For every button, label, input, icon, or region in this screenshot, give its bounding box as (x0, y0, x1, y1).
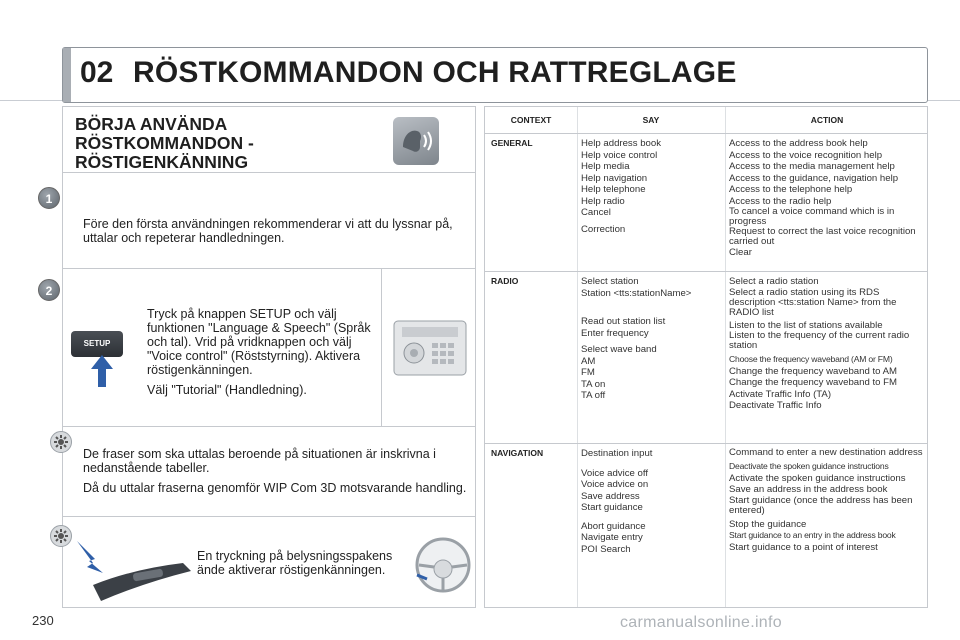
action-item: Start guidance to a point of interest (729, 541, 878, 553)
gear-tip-icon (50, 431, 72, 453)
say-general (581, 138, 725, 235)
action-item: Access to the address book help (729, 138, 868, 149)
step-1-text: Före den första användningen rekommenderar vi att du lyssnar på, uttalar och repeterar handledningen. (83, 217, 453, 245)
action-item: Command to enter a new destination address (729, 447, 923, 458)
action-item: Stop the guidance (729, 518, 807, 530)
say-item: Select station (581, 276, 639, 287)
say-item: Voice advice on (581, 479, 649, 490)
section-title-line-1: BÖRJA ANVÄNDA (75, 114, 228, 134)
say-item: Help telephone (581, 184, 646, 195)
say-item: Abort guidance (581, 520, 646, 532)
say-item: TA off (581, 390, 606, 401)
say-item: AM (581, 355, 596, 367)
context-radio: RADIO (491, 276, 519, 286)
action-item: Activate Traffic Info (TA) (729, 388, 832, 400)
action-item: Deactivate the spoken guidance instructions (729, 461, 889, 471)
section-title (75, 115, 254, 172)
say-item: Start guidance (581, 502, 643, 513)
action-general (729, 138, 925, 259)
say-item: Cancel (581, 207, 611, 218)
action-navigation (729, 448, 925, 553)
context-general: GENERAL (491, 138, 533, 148)
action-item: Choose the frequency waveband (AM or FM) (729, 354, 893, 364)
step-2-tutorial: Välj "Tutorial" (Handledning). (147, 383, 307, 397)
action-item: Save an address in the address book (729, 484, 888, 495)
action-item: Start guidance to an entry in the address book (729, 530, 896, 540)
step-1-badge: 1 (38, 187, 60, 209)
chapter-number: 02 (80, 56, 114, 89)
step-2-badge: 2 (38, 279, 60, 301)
say-item: Voice advice off (581, 467, 649, 479)
gear-tip-icon (50, 525, 72, 547)
table-row-navigation (485, 443, 927, 607)
voice-commands-table (484, 106, 928, 608)
watermark: carmanualsonline.info (620, 614, 782, 631)
arrow-up-icon (89, 353, 115, 389)
action-item: Access to the media management help (729, 161, 895, 172)
action-item: Access to the telephone help (729, 184, 853, 195)
context-navigation: NAVIGATION (491, 448, 544, 458)
say-item: Navigate entry (581, 532, 643, 543)
radio-unit-illustration (381, 269, 476, 426)
action-item: Start guidance (once the address has been entered) (729, 494, 913, 516)
action-item: Clear (729, 247, 752, 258)
tip-1-text (83, 447, 468, 501)
say-item: Select wave band (581, 344, 657, 355)
say-item: Help navigation (581, 172, 648, 184)
step-1-panel (45, 173, 475, 269)
table-row-radio (485, 271, 927, 443)
action-radio (729, 276, 925, 412)
action-item: Select a radio station using its RDS description <tts:station Name> from the RADIO list (729, 286, 897, 318)
header-action: ACTION (810, 115, 844, 125)
action-item: Activate the spoken guidance instructions (729, 472, 906, 484)
say-navigation (581, 448, 725, 555)
left-column (45, 106, 476, 608)
tip-1-paragraph-2: Då du uttalar fraserna genomför WIP Com 3D motsvarande handling. (83, 481, 467, 495)
say-item: Station <tts:stationName> (581, 287, 692, 299)
say-item: Enter frequency (581, 327, 649, 339)
action-item: Request to correct the last voice recognition carried out (729, 226, 916, 247)
action-item: Select a radio station (729, 276, 819, 287)
action-item: Listen to the frequency of the current radio station (729, 330, 910, 351)
tip-1-panel (63, 427, 475, 517)
steering-wheel-illustration (413, 535, 473, 595)
tip-2-text: En tryckning på belysningsspakens ände aktiverar röstigenkänningen. (197, 549, 393, 577)
chapter-title: RÖSTKOMMANDON OCH RATTREGLAGE (133, 56, 737, 89)
tip-1-paragraph-1: De fraser som ska uttalas beroende på situationen är inskrivna i nedanstående tabeller. (83, 447, 436, 475)
say-item: TA on (581, 378, 606, 390)
say-item: Save address (581, 490, 640, 502)
say-item: FM (581, 367, 595, 378)
say-item: Help address book (581, 138, 661, 149)
action-item: Deactivate Traffic Info (729, 400, 822, 411)
table-row-general (485, 133, 927, 271)
header-context: CONTEXT (510, 115, 552, 125)
section-title-line-3: RÖSTIGENKÄNNING (75, 152, 249, 172)
say-item: POI Search (581, 543, 631, 555)
step-2-instructions: Tryck på knappen SETUP och välj funktionen "Language & Speech" (Språk och tal). Vrid på vridknappen och välj "Voice control" (Röststyrning). Aktivera röstigenkänningen. (147, 307, 371, 377)
page-number: 230 (32, 613, 54, 628)
header-say: SAY (642, 115, 660, 125)
title-panel (63, 107, 475, 173)
say-radio (581, 276, 725, 402)
lighting-stalk-illustration (73, 527, 203, 607)
say-item: Help media (581, 161, 630, 172)
step-2-panel (45, 269, 475, 427)
action-item: Access to the guidance, navigation help (729, 172, 899, 184)
tip-2-panel (63, 517, 475, 609)
step-2-text (147, 307, 372, 403)
section-title-line-2: RÖSTKOMMANDON - (75, 133, 254, 153)
action-item: To cancel a voice command which is in progress (729, 206, 895, 227)
voice-recognition-icon (393, 117, 439, 165)
say-item: Destination input (581, 448, 653, 459)
header-accent-bar (63, 48, 71, 102)
action-item: Access to the voice recognition help (729, 149, 883, 161)
setup-button-label: SETUP (83, 339, 111, 348)
say-item: Correction (581, 223, 626, 235)
say-item: Help voice control (581, 149, 658, 161)
action-item: Listen to the list of stations available (729, 319, 883, 331)
say-item: Help radio (581, 195, 625, 207)
action-item: Change the frequency waveband to FM (729, 377, 897, 388)
action-item: Access to the radio help (729, 195, 832, 207)
say-item: Read out station list (581, 316, 666, 327)
action-item: Change the frequency waveband to AM (729, 365, 898, 377)
